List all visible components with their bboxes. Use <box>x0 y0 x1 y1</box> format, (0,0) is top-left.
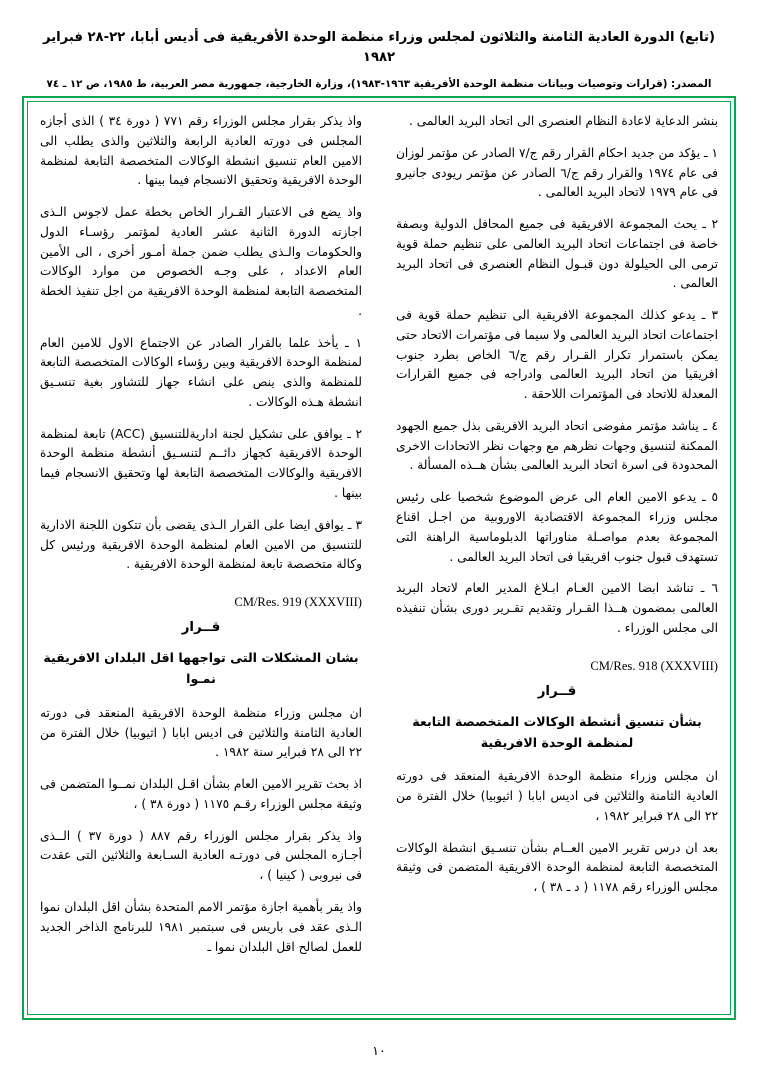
column-right <box>396 112 718 1008</box>
header-title: (تابع) الدورة العادية الثامنة والثلاثون لمجلس وزراء منظمة الوحدة الأفريقية فى أديس أبابا، ٢٢-٢٨ فبراير ١٩٨٢ <box>43 30 715 65</box>
page-header <box>0 0 758 92</box>
paragraph: بنشر الدعاية لاعادة النظام العنصرى الى اتحاد البريد العالمى . <box>408 114 718 128</box>
paragraph: ان مجلس وزراء منظمة الوحدة الافريقية المنعقد فى دورته العادية الثامنة والثلاثين فى اديس ابابا ( اثيوبيا) خلال الفترة من ٢٢ الى ٢٨ فبراير ١٩٨٢ ، <box>396 769 718 823</box>
paragraph: واذ يذكر بقرار مجلس الوزراء رقم ٧٧١ ( دورة ٣٤ ) الذى أجازه المجلس فى دورته العادية الرابعة والثلاثين والذى يطلب الى الامين العام تنسيق انشطة الوكالات المتخصصة التابعة لمنظمة الوحدة الافريقية وتحقيق الانسجام فيما بينها . <box>40 114 362 188</box>
column-left <box>40 112 362 1008</box>
resolution-heading: قــرار <box>537 683 577 699</box>
resolution-id: CM/Res. 919 (XXXVIII) <box>234 595 362 610</box>
paragraph: ٣ ـ يدعو كذلك المجموعة الافريقية الى تنظيم حملة قوية فى اجتماعات اتحاد البريد العالمى ولا سيما فى مؤتمرات الاتحاد حتى يمكن باستمرار تكرار القـرار رقم ج/٦ الخاص بطرد جنوب افريقيا من اتحاد البريد العالمى وادراجه فى جميع القرارات المعدلة للاتحاد فى المؤتمرات اللاحقة . <box>396 308 718 402</box>
paragraph: ١ ـ يؤكد من جديد احكام القرار رقم ج/٧ الصادر عن مؤتمر لوزان فى عام ١٩٧٤ والقرار رقم ج/٦ الصادر عن مؤتمر ريودى جانيرو فى عام ١٩٧٩ لاتحاد البريد العالمى . <box>395 145 718 200</box>
paragraph: ٦ ـ تناشد ابضا الامين العـام ابـلاغ المدير العام لاتحاد البريد العالمى بمضمون هــذا القـرار وتقديم تقـرير دورى بشأن تنفيذه الى مجلس الوزراء . <box>396 581 718 635</box>
resolution-id: CM/Res. 918 (XXXVIII) <box>590 658 718 673</box>
header-source: المصدر: (قرارات وتوصيات وبيانات منظمة الوحدة الأفريقية ١٩٦٣-١٩٨٣)، وزارة الخارجية، جمهورية مصر العربية، ط ١٩٨٥، ص ١٢ ـ ٧٤ <box>46 77 712 90</box>
paragraph: بعد ان درس تقرير الامين العــام بشأن تنسـيق انشطة الوكالات المتخصصة التابعة لمنظمة الوحدة الافريقية المتضمن فى وثيقة مجلس الوزراء رقم ١١٧٨ ( د ـ ٣٨ ) ، <box>396 840 718 895</box>
paragraph: اذ بحث تقرير الامين العام بشأن اقـل البلدان نمــوا المتضمن فى وثيقة مجلس الوزراء رقـم ١١٧٥ ( دورة ٣٨ ) ، <box>40 777 362 811</box>
paragraph: ٢ ـ يحث المجموعة الافريقية فى جميع المحافل الدولية وبصفة خاصة فى اجتماعات اتحاد البريد العالمى على تنظيم حملة قوية ترمى الى الحيلولة دون قبـول النظام العنصرى فى اتحاد البريد العالمى . <box>396 217 718 291</box>
paragraph: ٣ ـ يوافق ايضا على القرار الـذى يقضى بأن تتكون اللجنة الادارية للتنسيق من الامين العام لمنظمة الوحدة الافريقية ورئيس كل وكالة متخصصة تابعة لمنظمة الوحدة الافريقية . <box>40 517 362 572</box>
paragraph: ان مجلس وزراء منظمة الوحدة الافريقية المنعقد فى دورته العادية الثامنة والثلاثين فى اديس ابابا ( اثيوبيا) خلال الفترة من ٢٢ الى ٢٨ فبراير سنة ١٩٨٢ . <box>40 705 362 760</box>
paragraph: واذ يذكر بقرار مجلس الوزراء رقم ٨٨٧ ( دورة ٣٧ ) الــذى أجـازه المجلس فى دورتـه العادية السـابعة والثلاثين التى عقدت فى نيروبى ( كينيا ) ، <box>40 828 362 883</box>
paragraph: ١ ـ يأخذ علما بالقرار الصادر عن الاجتماع الاول للامين العام لمنظمة الوحدة الافريقية وبين رؤساء الوكالات المتخصصة التابعة للمنظمة والذى ينص على انشاء جهاز للتشاور بغية تنسـيق انشطة هـذه الوكالات . <box>40 335 362 409</box>
paragraph: ٤ ـ يناشد مؤتمر مفوضى اتحاد البريد الافريقى بذل جميع الجهود الممكنة لتنسيق وجهات نظرهم مع وجهات نظر الاتحادات الاخرى المحدودة فى اسرة اتحاد البريد العالمى بشأن هــذه المسألة . <box>396 418 718 473</box>
paragraph: واذ يقر بأهمية اجازة مؤتمر الامم المتحدة بشأن اقل البلدان نموا الـذى عقد فى باريس فى سبتمبر ١٩٨١ للبرنامج الذاخر الجديد للعمل لصالح اقل البلدان نموا ـ <box>40 900 362 954</box>
paragraph: ٥ ـ يدعو الامين العام الى عرض الموضوع شخصيا على رئيس مجلس وزراء المجموعة الاقتصادية الاوروبية من اجـل اقناع المجموعة بعدم مواصـلة مناوراتها الدبلوماسية الراهنة التى تستهدف قبول جنوب افريقيا فى اتحاد البريد العالمى . <box>396 490 718 564</box>
resolution-subject: بشأن تنسيق أنشطة الوكالات المتخصصة التابعة لمنظمة الوحدة الافريقية <box>412 713 702 751</box>
page-number: ١٠ <box>372 1043 386 1058</box>
two-column-body <box>40 112 718 1008</box>
paragraph: ٢ ـ يوافق على تشكيل لجنة اداريةللتنسيق (ACC) تابعة لمنظمة الوحدة الافريقية كجهاز دائــم لتنسـيق أنشطة منظمة الوحدة الافريقية والوكالات المتخصصة التابعة لها وتحقيق الانسجام فيما بينها . <box>40 426 363 501</box>
paragraph: واذ يضع فى الاعتبار القـرار الخاص بخطة عمل لاجوس الـذى اجازته الدورة الثانية عشر العادية لمؤتمر رؤسـاء الدول والحكومات والـذى يطلب ضمن جملة أمـور أخرى ، الى الأمين العام الاعداد ، على وجـه الخصوص من موارد الوكالات المتخصصة التابعة لمنظمة الوحدة الافريقية من اجل تنفيذ الخطة . <box>40 205 362 318</box>
resolution-heading: قــرار <box>181 620 221 636</box>
resolution-subject: بشان المشكلات التى تواجهها اقل البلدان الافريقية نمـوا <box>43 650 359 687</box>
